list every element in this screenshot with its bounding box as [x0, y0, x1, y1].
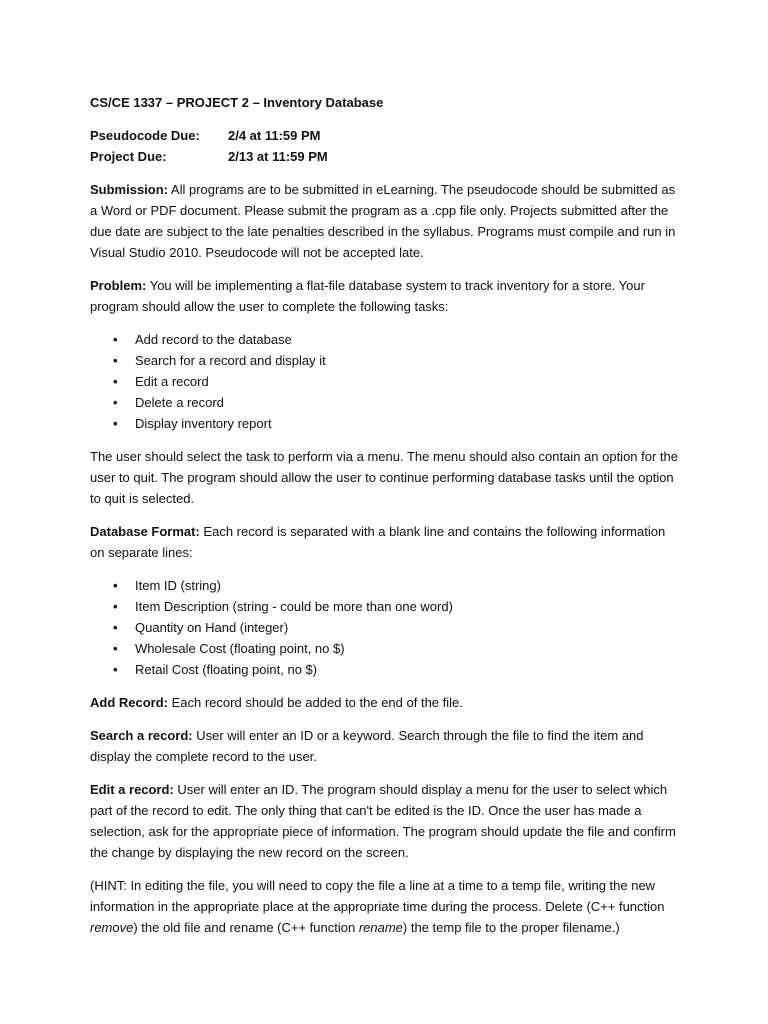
list-item: • Item Description (string - could be more than one word) — [90, 596, 680, 617]
due-dates — [90, 125, 680, 167]
submission-paragraph — [90, 179, 680, 263]
field-list — [90, 575, 680, 680]
add-record-text: Each record should be added to the end of the file. — [168, 695, 463, 710]
list-item: • Search for a record and display it — [90, 350, 680, 371]
remove-function: remove — [90, 920, 134, 935]
hint-text-2: ) the old file and rename (C++ function — [133, 920, 359, 935]
task-list — [90, 329, 680, 434]
pseudocode-due-row — [90, 125, 680, 146]
project-due-label: Project Due: — [90, 149, 167, 164]
add-record-label: Add Record: — [90, 695, 168, 710]
document-body — [90, 92, 680, 950]
list-item: • Edit a record — [90, 371, 680, 392]
hint-text-3: ) the temp file to the proper filename.) — [402, 920, 620, 935]
database-format-text: Each record is separated with a blank line and contains the following information on separate lines: — [90, 524, 666, 560]
pseudocode-due-value: 2/4 at 11:59 PM — [228, 128, 321, 143]
list-item: • Wholesale Cost (floating point, no $) — [90, 638, 680, 659]
search-record-paragraph — [90, 725, 680, 767]
list-item: • Item ID (string) — [90, 575, 680, 596]
database-format-paragraph — [90, 521, 680, 563]
list-item: • Add record to the database — [90, 329, 680, 350]
list-item: • Retail Cost (floating point, no $) — [90, 659, 680, 680]
list-item: • Delete a record — [90, 392, 680, 413]
edit-record-text: User will enter an ID. The program should display a menu for the user to select which part of the record to edit. The only thing that can't be edited is the ID. Once the user has made a selection, ask for the appropriate piece of information. The program should update the file and confirm the change by displaying the new record on the screen. — [90, 782, 676, 860]
submission-label: Submission: — [90, 182, 169, 197]
project-due-row — [90, 146, 680, 167]
search-record-text: User will enter an ID or a keyword. Search through the file to find the item and display the complete record to the user. — [90, 728, 644, 764]
hint-text-1: (HINT: In editing the file, you will need to copy the file a line at a time to a temp file, writing the new information in the appropriate place at the appropriate time during the process. Delete (C++ function — [90, 878, 665, 914]
rename-function: rename — [358, 920, 403, 935]
problem-paragraph — [90, 275, 680, 317]
edit-record-label: Edit a record: — [90, 782, 174, 797]
add-record-paragraph — [90, 692, 680, 713]
list-item: • Display inventory report — [90, 413, 680, 434]
document-title: CS/CE 1337 – PROJECT 2 – Inventory Database — [90, 95, 384, 110]
edit-record-paragraph — [90, 779, 680, 863]
menu-paragraph: The user should select the task to perform via a menu. The menu should also contain an option for the user to quit. The program should allow the user to continue performing database tasks until the option to quit is selected. — [90, 449, 678, 506]
search-record-label: Search a record: — [90, 728, 193, 743]
submission-text: All programs are to be submitted in eLearning. The pseudocode should be submitted as a Word or PDF document. Please submit the program as a .cpp file only. Projects submitted after the due date are subject to the late penalties described in the syllabus. Programs must compile and run in Visual Studio 2010. Pseudocode will not be accepted late. — [90, 182, 676, 260]
problem-label: Problem: — [90, 278, 147, 293]
list-item: • Quantity on Hand (integer) — [90, 617, 680, 638]
hint-paragraph — [90, 875, 680, 938]
database-format-label: Database Format: — [90, 524, 200, 539]
problem-text: You will be implementing a flat-file database system to track inventory for a store. Your program should allow the user to complete the following tasks: — [90, 278, 645, 314]
project-due-value: 2/13 at 11:59 PM — [228, 149, 328, 164]
pseudocode-due-label: Pseudocode Due: — [90, 128, 200, 143]
